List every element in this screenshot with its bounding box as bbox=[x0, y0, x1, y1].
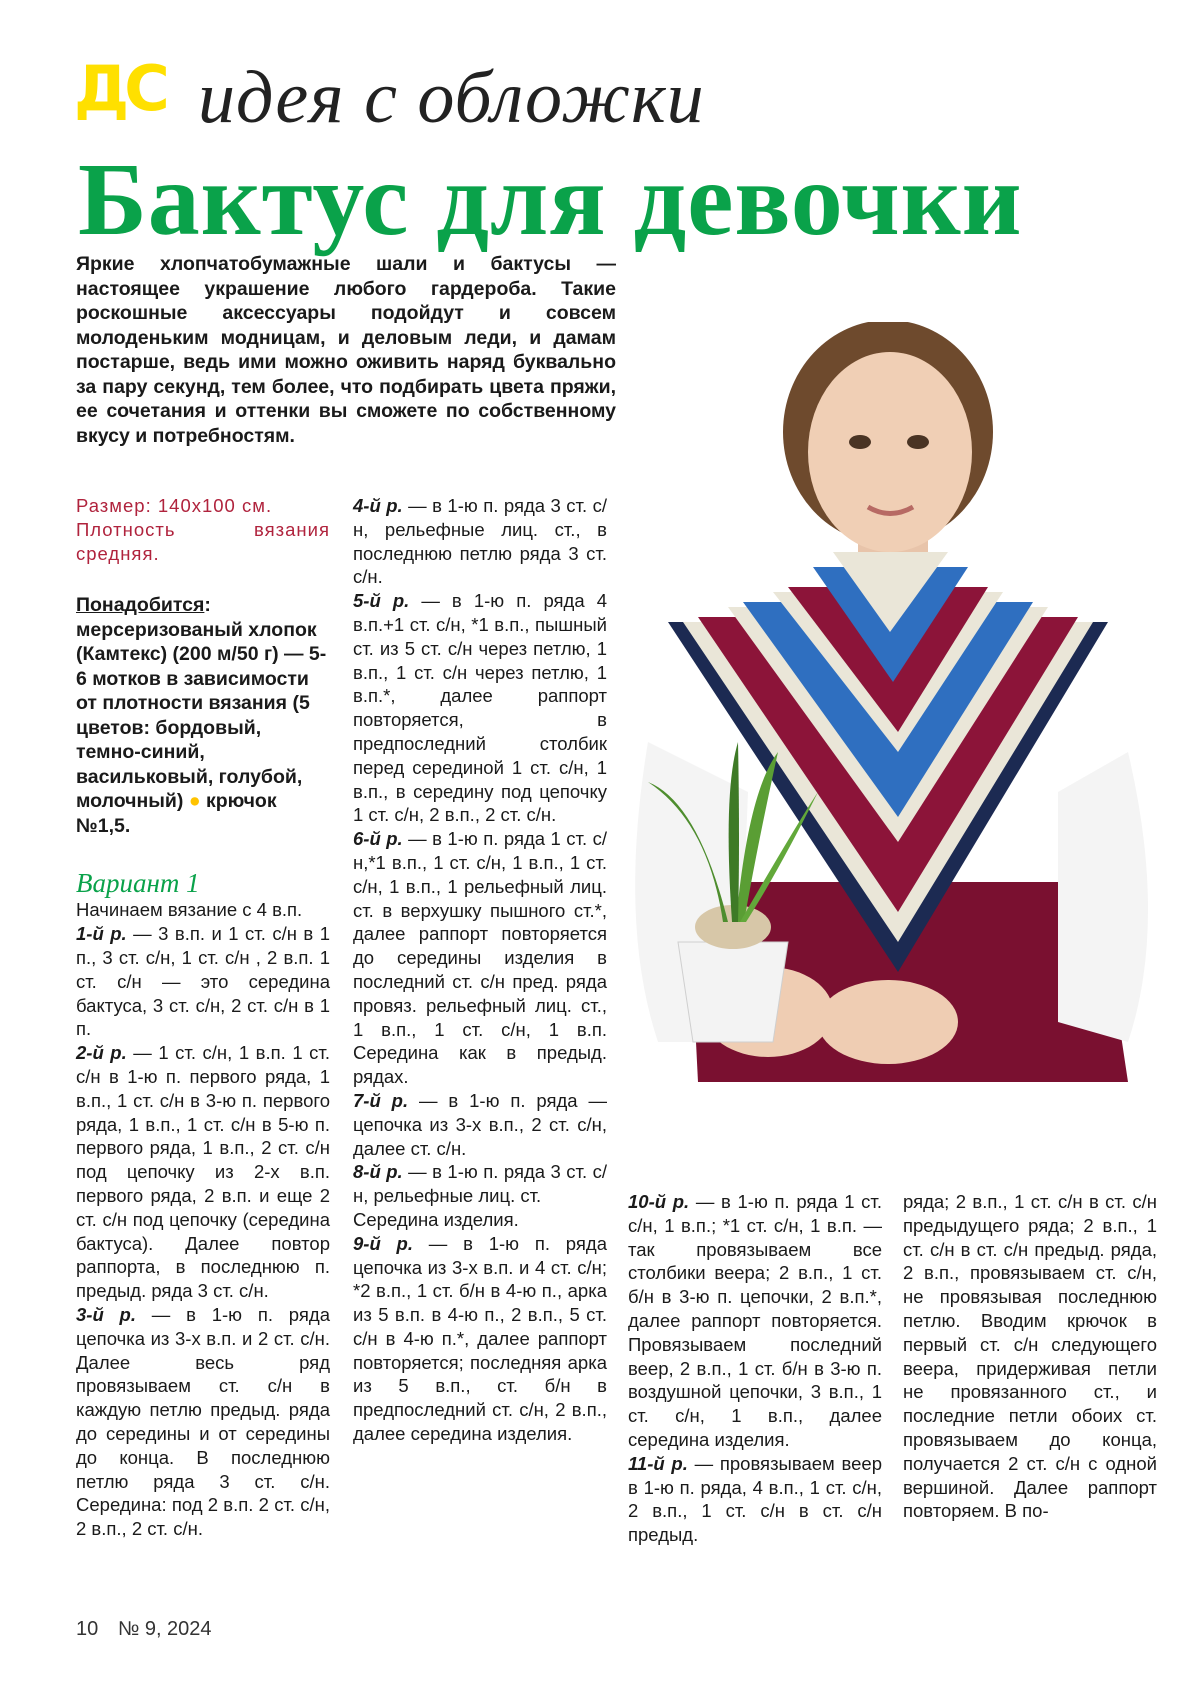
row-10-label: 10-й р. bbox=[628, 1191, 690, 1212]
size-spec: Размер: 140х100 см. bbox=[76, 495, 273, 516]
materials-text: : мерсеризованый хлопок (Камтекс) (200 м/50 г) — 5-6 мотков в зависимости от плотности вязания (5 цветов: бордовый, темно-синий, васильковый, голубой, молочный) bbox=[76, 594, 327, 813]
row-8-text: — в 1-ю п. ряда 3 ст. с/н, рельефные лиц. ст. bbox=[353, 1161, 607, 1207]
row-6-text: — в 1-ю п. ряда 1 ст. с/н,*1 в.п., 1 ст. с/н, 1 в.п., 1 ст. с/н, 1 в.п., 1 рельефный лиц. ст. в верхушку пышного ст.*, далее раппорт повторяется до середины изделия в последний ст. с/н пред. ряда провяз. рельефный лиц. ст., 1 в.п., 1 ст. с/н, 1 в.п. Середина как в предыд. рядах. bbox=[353, 828, 607, 1088]
row-7-label: 7-й р. bbox=[353, 1089, 409, 1111]
intro-paragraph: Яркие хлопчатобумажные шали и бактусы — настоящее украшение любого гардероба. Такие роскошные аксессуары подойдут и совсем молоденьким модницам, и деловым леди, и дамам постарше, ведь ими можно оживить наряд буквально за пару секунд, тем более, что подбирать цвета пряжи, ее сочетания и оттенки вы сможете по собственному вкусу и потребностям. bbox=[76, 253, 616, 447]
page-footer bbox=[76, 1618, 212, 1641]
row-9-text: — в 1-ю п. ряда цепочка из 3-х в.п. и 4 ст. с/н; *2 в.п., 1 ст. б/н в 4-ю п., арка из 5 в.п. в 4-ю п., 2 в.п., 5 ст. с/н в 4-ю п.*, далее раппорт повторяется; последняя арка из 5 в.п., ст. б/н в предпоследний ст. с/н, 2 в.п., далее середина изделия. bbox=[353, 1232, 607, 1445]
row-1-text: — 3 в.п. и 1 ст. с/н в 1 п., 3 ст. с/н, 1 ст. с/н , 2 в.п. 1 ст. с/н — это середина бактуса, 3 ст. с/н, 2 ст. с/н в 1 п. bbox=[76, 923, 330, 1040]
row-8-label: 8-й р. bbox=[353, 1161, 403, 1183]
article-title: Бактус для девочки bbox=[78, 142, 1023, 257]
materials-label: Понадобится bbox=[76, 594, 205, 617]
row-1 bbox=[76, 922, 330, 1041]
row-11 bbox=[628, 1452, 882, 1547]
row-2-text: — 1 ст. с/н, 1 в.п. 1 ст. с/н в 1-ю п. первого ряда, 1 в.п., 1 ст. с/н в 3-ю п. первого ряда, 1 в.п., 1 ст. с/н в 5-ю п. первого ряда, 1 в.п., 2 ст. с/н под цепочку из 2-х в.п. первого ряда, 2 в.п. и еще 2 ст. с/н под цепочку (середина бактуса). Далее повтор раппорта, в последнюю п. предыд. ряда 3 ст. с/н. bbox=[76, 1042, 330, 1302]
issue-label: № 9, 2024 bbox=[117, 1618, 212, 1640]
middle-note: Середина изделия. bbox=[353, 1208, 519, 1230]
hook-text: крючок №1,5. bbox=[76, 790, 277, 837]
row-1-label: 1-й р. bbox=[76, 923, 127, 945]
row-3 bbox=[76, 1303, 330, 1541]
row-4-text: — в 1-ю п. ряда 3 ст. с/н, рельефные лиц. ст., в последнюю петлю ряда 3 ст. с/н. bbox=[353, 495, 607, 588]
row-10-text: — в 1-ю п. ряда 1 ст. с/н, 1 в.п.; *1 ст. с/н, 1 в.п. — так провязываем все столбики веера; 2 в.п., 1 ст. б/н в 3-ю п. цепочки, 2 в.п.*, далее раппорт повторяется. Провязываем последний веер, 2 в.п., 1 ст. б/н в 3-ю п. воздушной цепочки, 3 в.п., 1 ст. с/н, 1 в.п., далее середина изделия. bbox=[628, 1191, 882, 1450]
row-3-text: — в 1-ю п. ряда цепочка из 3-х в.п. и 2 ст. с/н. Далее весь ряд провязываем ст. с/н в каждую петлю предыд. ряда до середины и от середины до конца. В последнюю петлю ряда 3 ст. с/н. Середина: под 2 в.п. 2 ст. с/н, 2 в.п., 2 ст. с/н. bbox=[76, 1303, 330, 1540]
row-7 bbox=[353, 1089, 607, 1160]
row-2 bbox=[76, 1041, 330, 1303]
specs-block bbox=[76, 494, 330, 565]
column-4 bbox=[903, 1190, 1157, 1523]
column-2 bbox=[353, 494, 607, 1446]
section-subtitle: идея с обложки bbox=[198, 57, 705, 139]
row-11-text: — провязываем веер в 1-ю п. ряда, 4 в.п., 1 ст. с/н, 2 в.п., 1 ст. с/н в ст. с/н предыд. bbox=[628, 1452, 882, 1546]
page-number: 10 bbox=[76, 1618, 99, 1640]
row-5 bbox=[353, 589, 607, 827]
row-5-text: — в 1-ю п. ряда 4 в.п.+1 ст. с/н, *1 в.п., пышный ст. из 5 ст. с/н через петлю, 1 в.п., 1 ст. с/н через петлю, 1 в.п.*, далее раппорт повторяется, в предпоследний столбик перед серединой 1 ст. с/н, 1 в.п., в середину под цепочку 1 ст. с/н, 2 в.п., 2 ст. с/н. bbox=[353, 590, 607, 826]
row-6-label: 6-й р. bbox=[353, 828, 403, 850]
row-9-label: 9-й р. bbox=[353, 1232, 413, 1254]
row-4 bbox=[353, 494, 607, 589]
row-10 bbox=[628, 1190, 882, 1452]
column-1 bbox=[76, 494, 330, 1541]
variant-heading: Вариант 1 bbox=[76, 868, 200, 899]
girl-with-scarf-photo bbox=[628, 322, 1148, 1162]
row-11-label: 11-й р. bbox=[628, 1452, 688, 1474]
row-5-label: 5-й р. bbox=[353, 590, 410, 612]
row-2-label: 2-й р. bbox=[76, 1042, 127, 1064]
bullet-icon: ● bbox=[188, 790, 201, 813]
start-text: Начинаем вязание с 4 в.п. bbox=[76, 899, 303, 921]
column-3 bbox=[628, 1190, 882, 1547]
row-7-text: — в 1-ю п. ряда — цепочка из 3-х в.п., 2 ст. с/н, далее ст. с/н. bbox=[353, 1089, 607, 1159]
row-8 bbox=[353, 1160, 607, 1208]
density-spec: Плотность вязания средняя. bbox=[76, 518, 330, 564]
row-6 bbox=[353, 827, 607, 1089]
materials-block bbox=[76, 593, 330, 838]
brand-logo: ДС bbox=[74, 52, 165, 125]
row-3-label: 3-й р. bbox=[76, 1303, 136, 1325]
row-4-label: 4-й р. bbox=[353, 495, 403, 516]
row-9 bbox=[353, 1232, 607, 1446]
continuation-text: ряда; 2 в.п., 1 ст. с/н в ст. с/н предыдущего ряда; 2 в.п., 1 ст. с/н в ст. с/н предыд. ряда, 2 в.п., провязываем ст. с/н, не провязывая последнюю петлю. Вводим крючок в первый ст. с/н следующего веера, придерживая петли не провязанного ст., и последние петли обоих ст. провязываем до конца, получается 2 ст. с/н с одной вершиной. Далее раппорт повторяем. В по- bbox=[903, 1191, 1157, 1522]
